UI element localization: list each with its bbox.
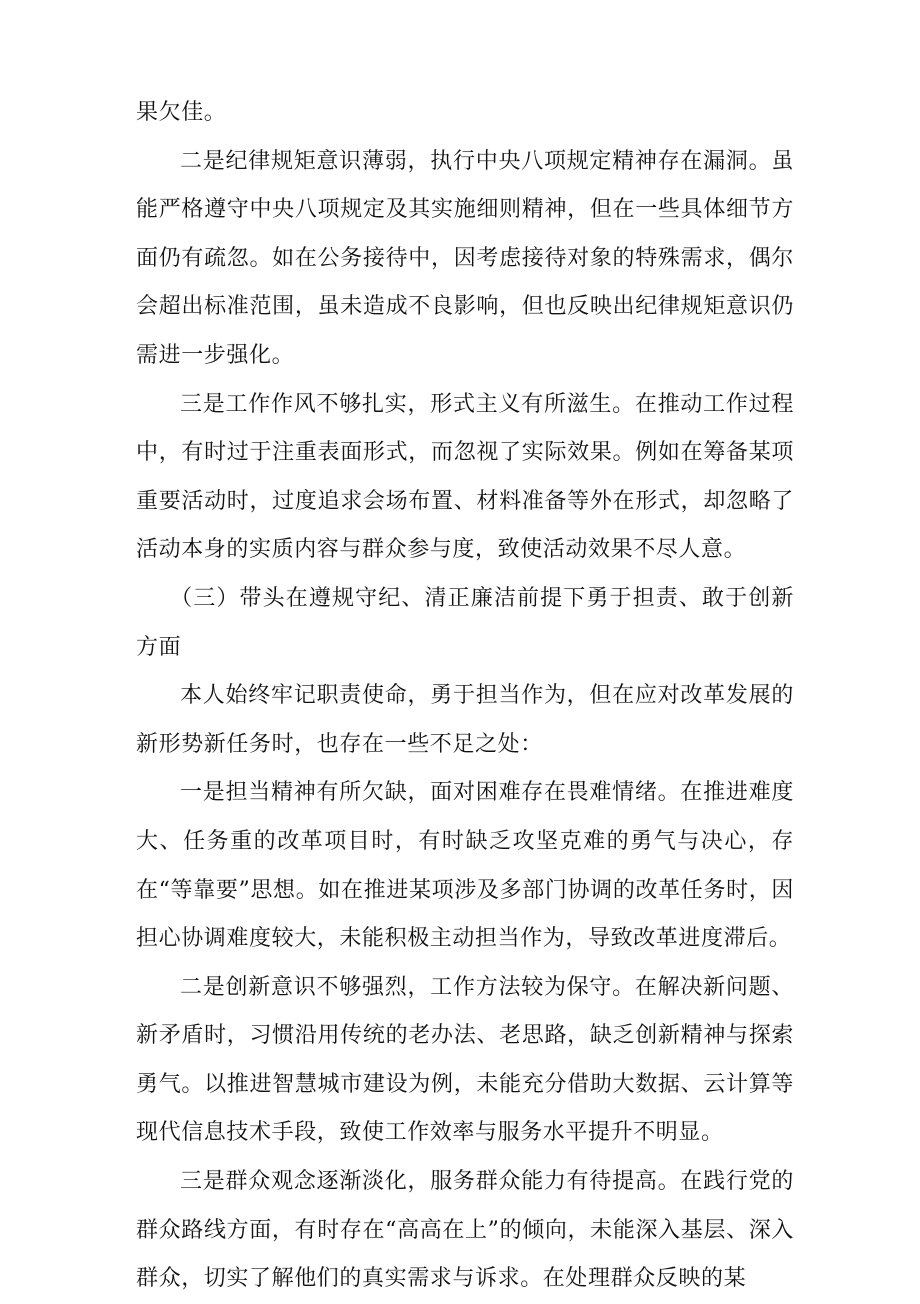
body-paragraph-work-style: 三是工作作风不够扎实，形式主义有所滋生。在推动工作过程中，有时过于注重表面形式，而忽视了实际效果。例如在筹备某项重要活动时，过度追求会场布置、材料准备等外在形式，却忽略了活动本身的实质内容与群众参与度，致使活动效果不尽人意。 bbox=[136, 391, 794, 563]
continuation-paragraph: 果欠佳。 bbox=[136, 100, 227, 125]
body-paragraph-intro: 本人始终牢记职责使命，勇于担当作为，但在应对改革发展的新形势新任务时，也存在一些不足之处： bbox=[136, 683, 794, 757]
document-page bbox=[136, 89, 794, 1304]
body-paragraph-innovation: 二是创新意识不够强烈，工作方法较为保守。在解决新问题、新矛盾时，习惯沿用传统的老办法、老思路，缺乏创新精神与探索勇气。以推进智慧城市建设为例，未能充分借助大数据、云计算等现代信息技术手段，致使工作效率与服务水平提升不明显。 bbox=[136, 974, 794, 1146]
body-paragraph-responsibility: 一是担当精神有所欠缺，面对困难存在畏难情绪。在推进难度大、任务重的改革项目时，有时缺乏攻坚克难的勇气与决心，存在“等靠要”思想。如在推进某项涉及多部门协调的改革任务时，因担心协调难度较大，未能积极主动担当作为，导致改革进度滞后。 bbox=[136, 780, 794, 952]
body-paragraph-masses: 三是群众观念逐渐淡化，服务群众能力有待提高。在践行党的群众路线方面，有时存在“高高在上”的倾向，未能深入基层、深入群众，切实了解他们的真实需求与诉求。在处理群众反映的某 bbox=[136, 1169, 794, 1292]
section-heading: （三）带头在遵规守纪、清正廉洁前提下勇于担责、敢于创新方面 bbox=[136, 585, 794, 660]
body-paragraph-discipline: 二是纪律规矩意识薄弱，执行中央八项规定精神存在漏洞。虽能严格遵守中央八项规定及其实施细则精神，但在一些具体细节方面仍有疏忽。如在公务接待中，因考虑接待对象的特殊需求，偶尔会超出标准范围，虽未造成不良影响，但也反映出纪律规矩意识仍需进一步强化。 bbox=[136, 148, 794, 368]
